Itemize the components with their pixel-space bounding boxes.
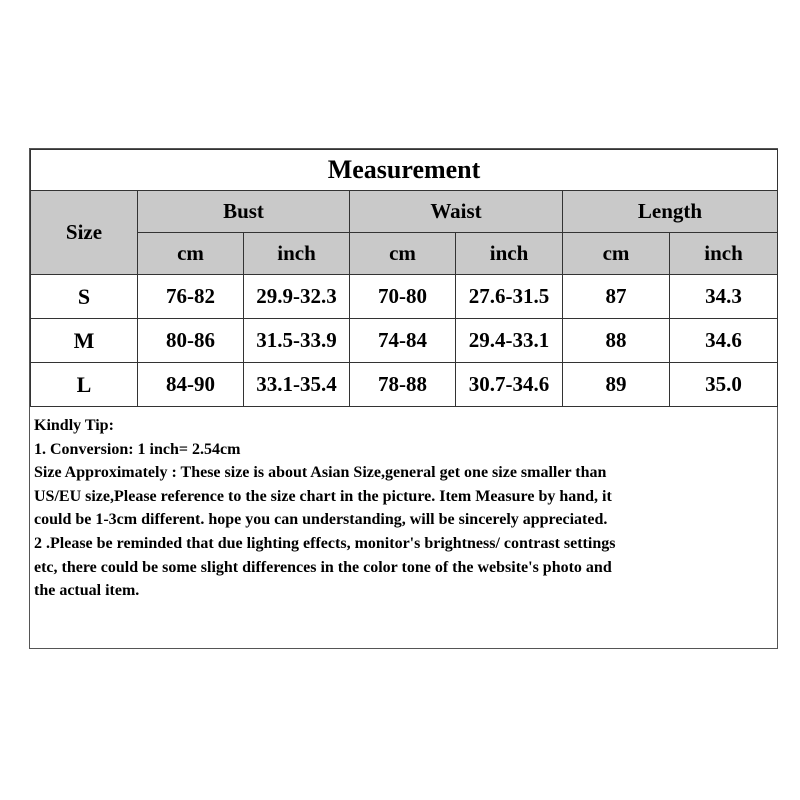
table-cell: 87 <box>563 275 670 319</box>
table-row <box>31 319 778 363</box>
tips-line: 1. Conversion: 1 inch= 2.54cm <box>34 440 241 458</box>
table-row <box>31 275 778 319</box>
tips-line: could be 1-3cm different. hope you can understanding, will be sincerely appreciated. <box>34 511 608 529</box>
tips-line: US/EU size,Please reference to the size chart in the picture. Item Measure by hand, it <box>34 487 612 505</box>
measurement-table <box>30 149 778 407</box>
unit-header: inch <box>244 233 350 275</box>
table-cell: 27.6-31.5 <box>456 275 563 319</box>
tips-line: the actual item. <box>34 582 140 600</box>
unit-header: cm <box>138 233 244 275</box>
group-header-bust: Bust <box>138 191 350 233</box>
table-cell: 76-82 <box>138 275 244 319</box>
table-cell: 78-88 <box>350 363 456 407</box>
unit-header: cm <box>350 233 456 275</box>
group-header-waist: Waist <box>350 191 563 233</box>
unit-header: inch <box>670 233 778 275</box>
unit-header: cm <box>563 233 670 275</box>
table-cell: 89 <box>563 363 670 407</box>
table-cell: 29.9-32.3 <box>244 275 350 319</box>
table-cell: 31.5-33.9 <box>244 319 350 363</box>
table-cell: 29.4-33.1 <box>456 319 563 363</box>
size-cell: M <box>31 319 138 363</box>
table-cell: 80-86 <box>138 319 244 363</box>
size-chart-frame <box>29 148 778 649</box>
table-cell: 30.7-34.6 <box>456 363 563 407</box>
size-cell: L <box>31 363 138 407</box>
table-cell: 84-90 <box>138 363 244 407</box>
table-cell: 34.3 <box>670 275 778 319</box>
tips-line: Size Approximately : These size is about Asian Size,general get one size smaller than <box>34 464 607 482</box>
tips-heading: Kindly Tip: <box>34 417 114 434</box>
table-row <box>31 363 778 407</box>
table-cell: 33.1-35.4 <box>244 363 350 407</box>
table-cell: 74-84 <box>350 319 456 363</box>
size-cell: S <box>31 275 138 319</box>
unit-header: inch <box>456 233 563 275</box>
table-cell: 88 <box>563 319 670 363</box>
tips-line: etc, there could be some slight differences in the color tone of the website's photo and <box>34 558 612 576</box>
table-cell: 35.0 <box>670 363 778 407</box>
table-title: Measurement <box>31 150 778 191</box>
table-cell: 70-80 <box>350 275 456 319</box>
tips-line: 2 .Please be reminded that due lighting effects, monitor's brightness/ contrast settings <box>34 534 616 552</box>
group-header-length: Length <box>563 191 778 233</box>
size-header: Size <box>31 191 138 275</box>
kindly-tips <box>30 407 777 603</box>
table-cell: 34.6 <box>670 319 778 363</box>
